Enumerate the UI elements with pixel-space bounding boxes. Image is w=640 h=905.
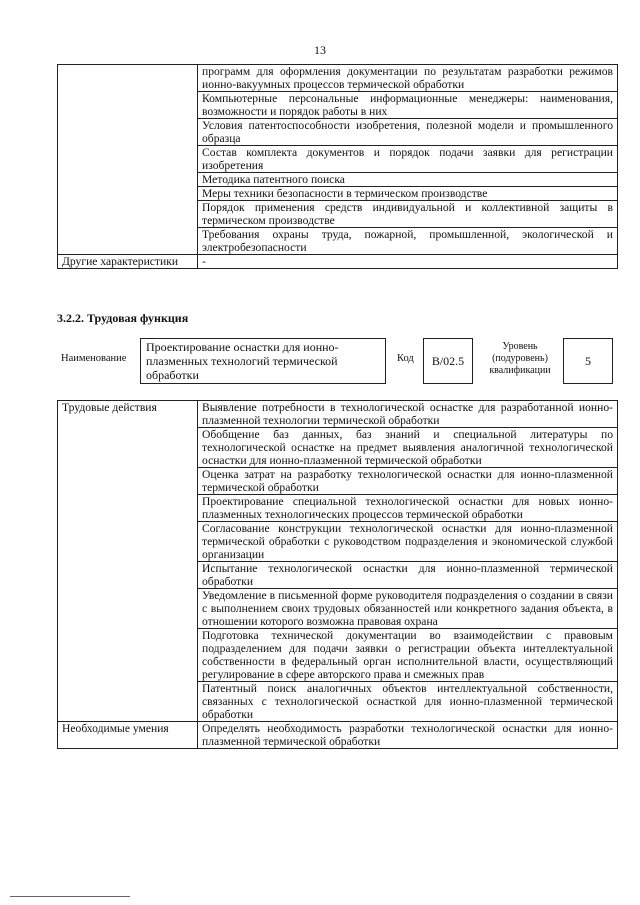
table-cell-text: Подготовка технической документации во взаимодействии с правовым подразделением для подачи заявки о регистрации объекта интеллектуальной собственности в федеральный орган исполнительной власти, осуществляющий регулирование в сфере авторского права и смежных прав — [198, 629, 618, 682]
level-value: 5 — [585, 354, 591, 368]
table-cell-text: Испытание технологической оснастки для ионно-плазменной термической обработки — [198, 562, 618, 589]
table-cell-text: Обобщение баз данных, баз знаний и специальной литературы по технологической оснастке на предмет выявления аналогичной технологической оснастки для ионно-плазменной термической обработки — [198, 428, 618, 468]
table-cell-label — [58, 65, 198, 255]
table-cell-text: Методика патентного поиска — [198, 173, 618, 187]
code-label: Код — [397, 353, 414, 364]
table-cell-text: Меры техники безопасности в термическом производстве — [198, 187, 618, 201]
table-cell-text: Выявление потребности в технологической оснастке для разработанной ионно-плазменной технологии термической обработки — [198, 401, 618, 428]
table-cell-text: Оценка затрат на разработку технологической оснастки для ионно-плазменной термической обработки — [198, 468, 618, 495]
table-row — [58, 401, 618, 428]
table-cell-text: Уведомление в письменной форме руководителя подразделения о создании в связи с выполнением своих трудовых обязанностей или конкретного задания объекта, в отношении которого возможна правовая охрана — [198, 589, 618, 629]
knowledge-table — [57, 64, 618, 269]
table-cell-text: Согласование конструкции технологической оснастки для ионно-плазменной термической обработки с руководством подразделения и экономической службой организации — [198, 522, 618, 562]
footer-divider — [10, 896, 130, 897]
table-cell-label: Другие характеристики — [58, 255, 198, 269]
section-title: 3.2.2. Трудовая функция — [57, 311, 189, 325]
code-box — [423, 338, 473, 384]
table-cell-text: Определять необходимость разработки технологической оснастки для ионно-плазменной термической обработки — [198, 722, 618, 749]
table-cell-label: Необходимые умения — [58, 722, 198, 749]
name-label: Наименование — [61, 353, 127, 364]
labor-actions-table — [57, 400, 618, 749]
table-cell-text: Проектирование специальной технологической оснастки для новых ионно-плазменных технологических процессов термической обработки — [198, 495, 618, 522]
table-cell-text: Патентный поиск аналогичных объектов интеллектуальной собственности, связанных с технологической оснасткой для ионно-плазменной термической обработки — [198, 682, 618, 722]
table-cell-text: - — [198, 255, 618, 269]
table-row — [58, 255, 618, 269]
table-cell-label: Трудовые действия — [58, 401, 198, 722]
table-cell-text: Порядок применения средств индивидуальной и коллективной защиты в термическом производстве — [198, 201, 618, 228]
page-number: 13 — [314, 43, 326, 57]
table-cell-text: программ для оформления документации по результатам разработки режимов ионно-вакуумных процессов термической обработки — [198, 65, 618, 92]
table-row — [58, 722, 618, 749]
table-cell-text: Условия патентоспособности изобретения, полезной модели и промышленного образца — [198, 119, 618, 146]
level-label: Уровень (подуровень) квалификации — [489, 341, 551, 376]
table-cell-text: Требования охраны труда, пожарной, промышленной, экологической и электробезопасности — [198, 228, 618, 255]
function-name-value: Проектирование оснастки для ионно-плазменных технологий термической обработки — [146, 340, 339, 382]
table-row — [58, 65, 618, 92]
table-cell-text: Состав комплекта документов и порядок подачи заявки для регистрации изобретения — [198, 146, 618, 173]
table-cell-text: Компьютерные персональные информационные менеджеры: наименования, возможности и порядок работы в них — [198, 92, 618, 119]
level-box — [563, 338, 613, 384]
function-name-box — [140, 338, 386, 384]
code-value: B/02.5 — [431, 354, 465, 368]
